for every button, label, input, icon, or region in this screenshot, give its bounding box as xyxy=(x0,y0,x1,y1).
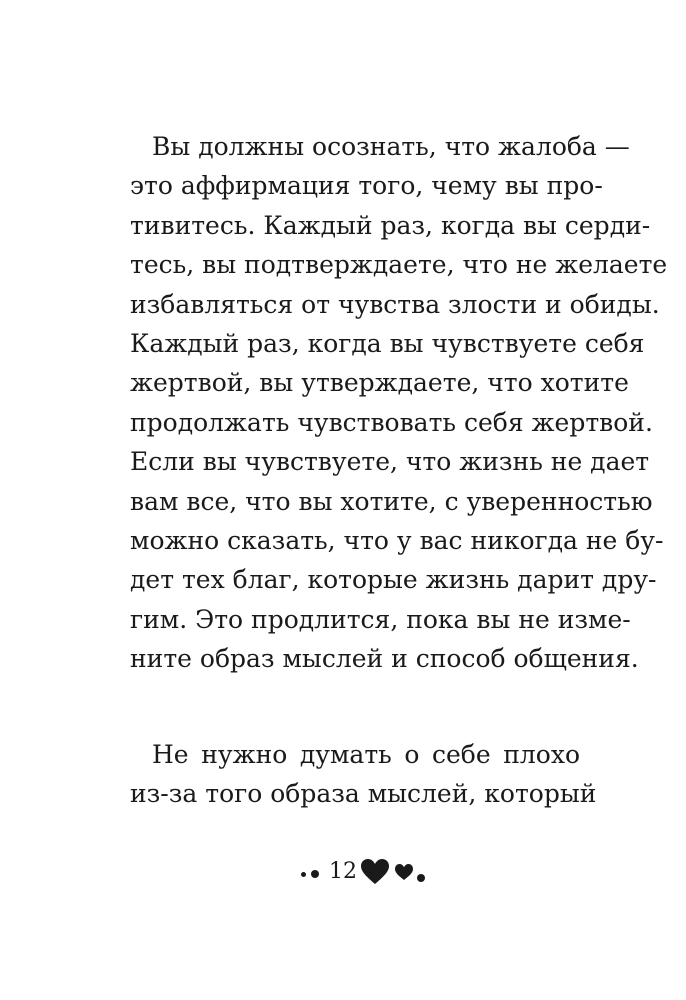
paragraph-1 xyxy=(130,127,668,678)
text-line: тесь, вы подтверждаете, что не желаете xyxy=(130,250,668,280)
text-line: ните образ мыслей и способ общения. xyxy=(130,644,639,674)
text-line: жертвой, вы утверждаете, что хотите xyxy=(130,368,629,398)
text-line: тивитесь. Каждый раз, когда вы серди- xyxy=(130,210,651,240)
paragraph-2 xyxy=(130,735,597,814)
text-line: из-за того образа мыслей, который xyxy=(130,779,597,809)
text-line: Каждый раз, когда вы чувствуете себя xyxy=(130,328,645,358)
ornament-dot-icon xyxy=(301,872,306,877)
text-line: вам все, что вы хотите, с уверенностью xyxy=(130,486,653,516)
text-line: Не нужно думать о себе плохо xyxy=(152,740,580,769)
page-footer xyxy=(0,855,686,891)
ornament-dot-icon xyxy=(417,874,425,882)
text-line: продолжать чувствовать себя жертвой. xyxy=(130,407,653,437)
text-line: можно сказать, что у вас никогда не бу- xyxy=(130,525,664,555)
text-line: избавляться от чувства злости и обиды. xyxy=(130,289,660,319)
text-line: дет тех благ, которые жизнь дарит дру- xyxy=(130,565,657,595)
ornament-dot-icon xyxy=(311,870,319,878)
text-line: Если вы чувствуете, что жизнь не дает xyxy=(130,447,650,477)
large-heart-icon xyxy=(361,859,389,885)
small-heart-icon xyxy=(395,864,413,881)
text-line: Вы должны осознать, что жалоба — xyxy=(152,132,630,161)
page-number: 12 xyxy=(329,859,357,884)
text-line: это аффирмация того, чему вы про- xyxy=(130,171,603,201)
text-line: гим. Это продлится, пока вы не изме- xyxy=(130,604,631,634)
